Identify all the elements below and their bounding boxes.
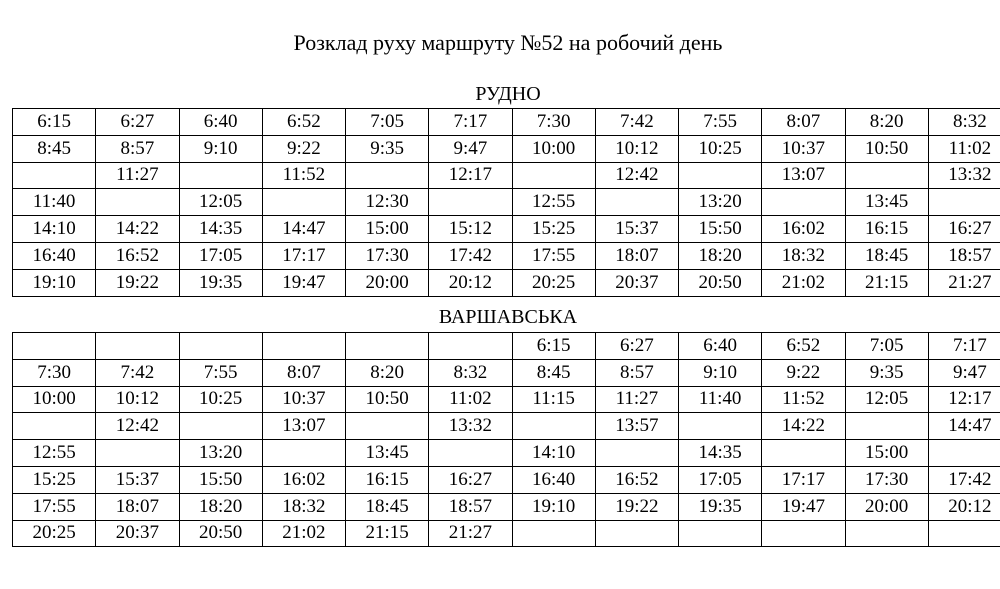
departure-time-cell: 15:25 — [13, 466, 96, 493]
departure-time-cell: 8:57 — [595, 359, 678, 386]
stop-name-varshavska: ВАРШАВСЬКА — [438, 306, 578, 328]
departure-time-cell: 16:15 — [845, 216, 928, 243]
departure-time-cell: 15:00 — [845, 440, 928, 467]
departure-time-cell: 11:40 — [679, 386, 762, 413]
departure-time-cell: 12:55 — [13, 440, 96, 467]
departure-time-cell: 11:52 — [262, 162, 345, 189]
departure-time-cell: 12:42 — [96, 413, 179, 440]
departure-time-cell: 20:12 — [928, 493, 1000, 520]
table-row — [13, 189, 1000, 216]
departure-time-cell — [346, 162, 429, 189]
departure-time-cell — [429, 440, 512, 467]
departure-time-cell: 15:50 — [179, 466, 262, 493]
departure-time-cell: 19:10 — [512, 493, 595, 520]
departure-time-cell: 6:27 — [96, 109, 179, 136]
departure-time-cell: 13:45 — [346, 440, 429, 467]
departure-time-cell: 13:20 — [679, 189, 762, 216]
departure-time-cell: 18:20 — [179, 493, 262, 520]
departure-time-cell — [762, 189, 845, 216]
departure-time-cell: 7:42 — [96, 359, 179, 386]
departure-time-cell: 20:00 — [845, 493, 928, 520]
departure-time-cell: 16:40 — [512, 466, 595, 493]
departure-time-cell: 7:17 — [429, 109, 512, 136]
departure-time-cell: 13:32 — [928, 162, 1000, 189]
departure-time-cell: 16:27 — [928, 216, 1000, 243]
departure-time-cell: 11:27 — [595, 386, 678, 413]
departure-time-cell: 12:17 — [429, 162, 512, 189]
departure-time-cell: 16:40 — [13, 242, 96, 269]
departure-time-cell: 18:32 — [762, 242, 845, 269]
departure-time-cell: 16:27 — [429, 466, 512, 493]
table-row — [13, 109, 1000, 136]
departure-time-cell: 7:05 — [346, 109, 429, 136]
departure-time-cell — [928, 189, 1000, 216]
departure-time-cell: 19:22 — [595, 493, 678, 520]
departure-time-cell: 17:30 — [346, 242, 429, 269]
departure-time-cell: 13:07 — [262, 413, 345, 440]
departure-time-cell — [346, 333, 429, 360]
timetable-varshavska — [12, 332, 1000, 547]
departure-time-cell — [512, 162, 595, 189]
departure-time-cell: 7:30 — [512, 109, 595, 136]
departure-time-cell: 12:05 — [179, 189, 262, 216]
departure-time-cell: 20:25 — [13, 520, 96, 547]
departure-time-cell — [429, 333, 512, 360]
departure-time-cell — [429, 189, 512, 216]
departure-time-cell: 9:47 — [928, 359, 1000, 386]
departure-time-cell: 16:02 — [262, 466, 345, 493]
departure-time-cell: 16:52 — [96, 242, 179, 269]
departure-time-cell: 18:45 — [845, 242, 928, 269]
departure-time-cell: 7:55 — [179, 359, 262, 386]
departure-time-cell: 14:22 — [96, 216, 179, 243]
departure-time-cell: 18:32 — [262, 493, 345, 520]
departure-time-cell: 15:50 — [679, 216, 762, 243]
departure-time-cell: 11:27 — [96, 162, 179, 189]
departure-time-cell: 7:17 — [928, 333, 1000, 360]
departure-time-cell: 10:00 — [13, 386, 96, 413]
departure-time-cell: 9:10 — [679, 359, 762, 386]
departure-time-cell: 8:45 — [13, 135, 96, 162]
departure-time-cell — [13, 333, 96, 360]
departure-time-cell: 12:30 — [346, 189, 429, 216]
departure-time-cell: 18:07 — [595, 242, 678, 269]
departure-time-cell: 6:52 — [762, 333, 845, 360]
table-row — [13, 242, 1000, 269]
schedule-title: Розклад руху маршруту №52 на робочий день — [293, 30, 723, 55]
departure-time-cell: 15:00 — [346, 216, 429, 243]
departure-time-cell: 9:22 — [262, 135, 345, 162]
table-row — [13, 466, 1000, 493]
departure-time-cell: 21:02 — [762, 269, 845, 296]
departure-time-cell: 19:47 — [262, 269, 345, 296]
table-row — [13, 216, 1000, 243]
departure-time-cell — [595, 189, 678, 216]
departure-time-cell: 21:02 — [262, 520, 345, 547]
table-row — [13, 333, 1000, 360]
departure-time-cell: 10:50 — [346, 386, 429, 413]
departure-time-cell: 11:02 — [429, 386, 512, 413]
departure-time-cell: 7:30 — [13, 359, 96, 386]
departure-time-cell: 15:12 — [429, 216, 512, 243]
departure-time-cell — [679, 520, 762, 547]
departure-time-cell — [179, 333, 262, 360]
departure-time-cell: 17:42 — [928, 466, 1000, 493]
departure-time-cell: 9:10 — [179, 135, 262, 162]
departure-time-cell — [96, 333, 179, 360]
departure-time-cell: 18:45 — [346, 493, 429, 520]
departure-time-cell: 19:10 — [13, 269, 96, 296]
departure-time-cell: 12:05 — [845, 386, 928, 413]
departure-time-cell: 13:32 — [429, 413, 512, 440]
departure-time-cell: 20:37 — [595, 269, 678, 296]
departure-time-cell: 9:35 — [845, 359, 928, 386]
departure-time-cell: 18:57 — [928, 242, 1000, 269]
departure-time-cell — [512, 520, 595, 547]
departure-time-cell: 6:15 — [13, 109, 96, 136]
table-row — [13, 359, 1000, 386]
departure-time-cell: 21:15 — [346, 520, 429, 547]
departure-time-cell: 14:35 — [679, 440, 762, 467]
table-row — [13, 413, 1000, 440]
departure-time-cell: 17:05 — [679, 466, 762, 493]
departure-time-cell: 11:15 — [512, 386, 595, 413]
departure-time-cell: 21:27 — [429, 520, 512, 547]
departure-time-cell: 17:30 — [845, 466, 928, 493]
departure-time-cell: 10:12 — [595, 135, 678, 162]
departure-time-cell: 19:35 — [679, 493, 762, 520]
departure-time-cell — [762, 440, 845, 467]
departure-time-cell: 14:47 — [928, 413, 1000, 440]
departure-time-cell — [262, 189, 345, 216]
departure-time-cell — [679, 413, 762, 440]
departure-time-cell: 14:35 — [179, 216, 262, 243]
departure-time-cell: 19:22 — [96, 269, 179, 296]
departure-time-cell — [845, 520, 928, 547]
stop-name-rudno: РУДНО — [475, 83, 541, 105]
table-row — [13, 493, 1000, 520]
departure-time-cell — [928, 520, 1000, 547]
departure-time-cell: 10:37 — [762, 135, 845, 162]
departure-time-cell: 11:52 — [762, 386, 845, 413]
departure-time-cell: 19:35 — [179, 269, 262, 296]
departure-time-cell: 20:12 — [429, 269, 512, 296]
departure-time-cell: 8:07 — [762, 109, 845, 136]
departure-time-cell: 8:57 — [96, 135, 179, 162]
departure-time-cell: 7:55 — [679, 109, 762, 136]
departure-time-cell — [96, 189, 179, 216]
departure-time-cell: 9:22 — [762, 359, 845, 386]
departure-time-cell: 20:00 — [346, 269, 429, 296]
departure-time-cell: 21:27 — [928, 269, 1000, 296]
departure-time-cell — [595, 520, 678, 547]
departure-time-cell: 18:20 — [679, 242, 762, 269]
departure-time-cell: 9:47 — [429, 135, 512, 162]
departure-time-cell: 10:12 — [96, 386, 179, 413]
departure-time-cell: 14:22 — [762, 413, 845, 440]
departure-time-cell — [762, 520, 845, 547]
departure-time-cell: 8:32 — [429, 359, 512, 386]
table-row — [13, 520, 1000, 547]
departure-time-cell: 20:25 — [512, 269, 595, 296]
departure-time-cell: 14:47 — [262, 216, 345, 243]
timetable-rudno — [12, 108, 1000, 297]
departure-time-cell: 21:15 — [845, 269, 928, 296]
departure-time-cell: 13:57 — [595, 413, 678, 440]
departure-time-cell: 12:55 — [512, 189, 595, 216]
departure-time-cell: 6:40 — [179, 109, 262, 136]
table-row — [13, 135, 1000, 162]
departure-time-cell: 17:42 — [429, 242, 512, 269]
departure-time-cell — [512, 413, 595, 440]
departure-time-cell: 17:55 — [13, 493, 96, 520]
departure-time-cell: 16:02 — [762, 216, 845, 243]
departure-time-cell: 8:45 — [512, 359, 595, 386]
departure-time-cell: 10:25 — [679, 135, 762, 162]
departure-time-cell: 6:40 — [679, 333, 762, 360]
departure-time-cell: 18:57 — [429, 493, 512, 520]
departure-time-cell — [928, 440, 1000, 467]
departure-time-cell: 15:37 — [595, 216, 678, 243]
departure-time-cell: 9:35 — [346, 135, 429, 162]
departure-time-cell: 13:45 — [845, 189, 928, 216]
departure-time-cell: 10:25 — [179, 386, 262, 413]
departure-time-cell — [346, 413, 429, 440]
departure-time-cell: 17:17 — [762, 466, 845, 493]
departure-time-cell: 6:52 — [262, 109, 345, 136]
departure-time-cell: 13:20 — [179, 440, 262, 467]
departure-time-cell: 6:15 — [512, 333, 595, 360]
departure-time-cell — [679, 162, 762, 189]
departure-time-cell: 15:37 — [96, 466, 179, 493]
departure-time-cell — [96, 440, 179, 467]
table-row — [13, 440, 1000, 467]
departure-time-cell: 20:50 — [679, 269, 762, 296]
departure-time-cell — [13, 162, 96, 189]
departure-time-cell: 17:05 — [179, 242, 262, 269]
departure-time-cell: 19:47 — [762, 493, 845, 520]
departure-time-cell — [262, 333, 345, 360]
departure-time-cell: 6:27 — [595, 333, 678, 360]
departure-time-cell: 8:07 — [262, 359, 345, 386]
departure-time-cell: 8:20 — [845, 109, 928, 136]
departure-time-cell: 17:17 — [262, 242, 345, 269]
departure-time-cell: 16:52 — [595, 466, 678, 493]
departure-time-cell: 10:37 — [262, 386, 345, 413]
departure-time-cell: 20:37 — [96, 520, 179, 547]
departure-time-cell: 7:42 — [595, 109, 678, 136]
departure-time-cell: 11:40 — [13, 189, 96, 216]
departure-time-cell — [13, 413, 96, 440]
departure-time-cell: 14:10 — [512, 440, 595, 467]
departure-time-cell — [179, 162, 262, 189]
departure-time-cell — [262, 440, 345, 467]
departure-time-cell: 14:10 — [13, 216, 96, 243]
departure-time-cell: 17:55 — [512, 242, 595, 269]
departure-time-cell: 11:02 — [928, 135, 1000, 162]
departure-time-cell: 20:50 — [179, 520, 262, 547]
departure-time-cell: 8:20 — [346, 359, 429, 386]
departure-time-cell: 8:32 — [928, 109, 1000, 136]
table-row — [13, 162, 1000, 189]
departure-time-cell — [595, 440, 678, 467]
departure-time-cell: 10:00 — [512, 135, 595, 162]
table-row — [13, 386, 1000, 413]
departure-time-cell — [845, 162, 928, 189]
departure-time-cell: 12:42 — [595, 162, 678, 189]
departure-time-cell: 12:17 — [928, 386, 1000, 413]
departure-time-cell — [845, 413, 928, 440]
departure-time-cell: 10:50 — [845, 135, 928, 162]
departure-time-cell — [179, 413, 262, 440]
departure-time-cell: 18:07 — [96, 493, 179, 520]
departure-time-cell: 7:05 — [845, 333, 928, 360]
table-row — [13, 269, 1000, 296]
departure-time-cell: 15:25 — [512, 216, 595, 243]
departure-time-cell: 16:15 — [346, 466, 429, 493]
departure-time-cell: 13:07 — [762, 162, 845, 189]
